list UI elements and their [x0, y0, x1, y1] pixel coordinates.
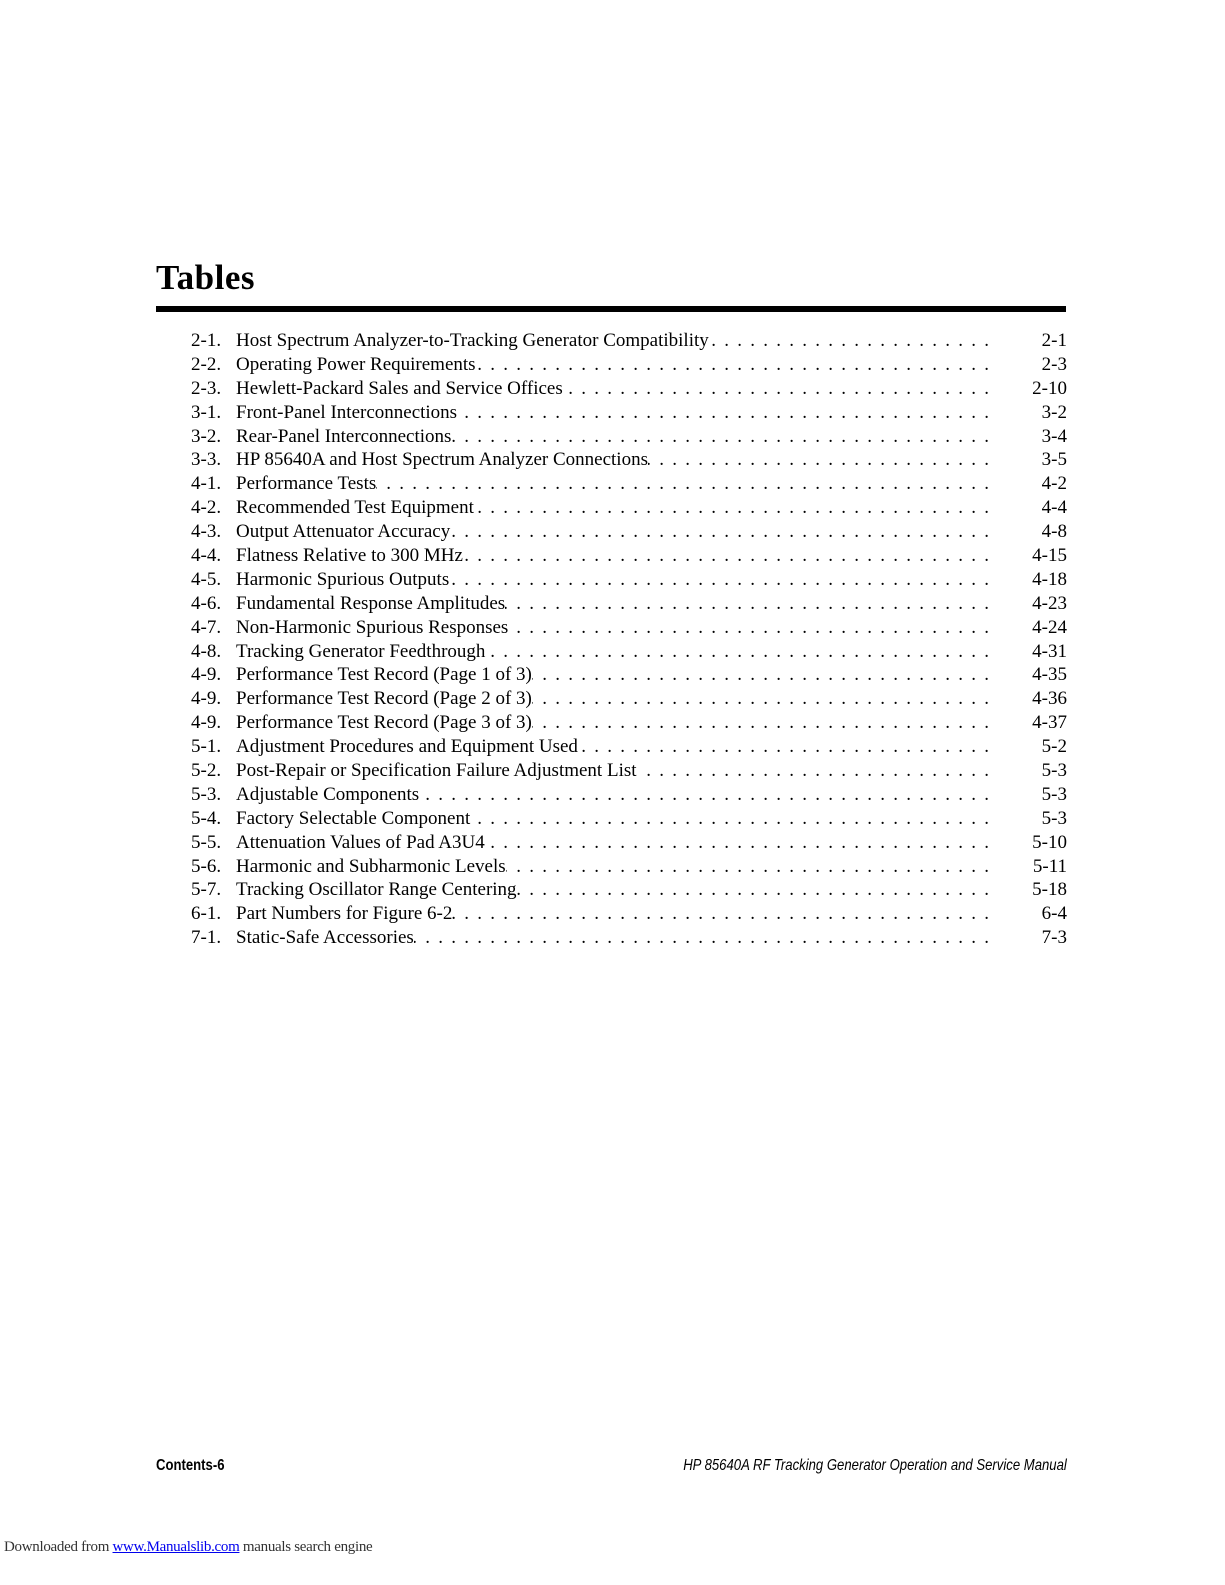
table-title: HP 85640A and Host Spectrum Analyzer Connections [236, 449, 648, 471]
dot-leader [648, 448, 989, 472]
table-number: 5-1. [191, 736, 222, 758]
table-title: Adjustment Procedures and Equipment Used [236, 736, 578, 758]
table-page-number: 4-35 [1032, 664, 1067, 686]
table-page-number: 4-4 [1041, 497, 1067, 519]
table-title: Fundamental Response Amplitudes [236, 592, 506, 614]
table-entry[interactable] [191, 855, 1067, 879]
table-entry[interactable] [191, 902, 1067, 926]
table-number: 4-7. [191, 616, 222, 638]
table-page-number: 7-3 [1041, 927, 1067, 949]
dot-leader [485, 831, 989, 855]
table-number: 3-3. [191, 449, 222, 471]
table-number: 5-5. [191, 831, 222, 853]
table-number: 2-1. [191, 330, 222, 351]
table-entry[interactable] [191, 377, 1067, 401]
table-title: Tracking Oscillator Range Centering [236, 879, 517, 901]
table-title: Operating Power Requirements [236, 353, 476, 375]
dot-leader [457, 401, 989, 425]
table-entry[interactable] [191, 616, 1067, 640]
table-page-number: 4-8 [1041, 521, 1067, 543]
table-entry[interactable] [191, 735, 1067, 759]
table-entry[interactable] [191, 544, 1067, 568]
table-page-number: 5-3 [1041, 760, 1067, 782]
table-title: Attenuation Values of Pad A3U4 [236, 831, 485, 853]
banner-suffix: manuals search engine [239, 1539, 373, 1555]
table-number: 5-6. [191, 855, 222, 877]
table-entry[interactable] [191, 783, 1067, 807]
dot-leader [419, 783, 989, 807]
dot-leader [451, 425, 989, 449]
table-number: 4-8. [191, 640, 222, 662]
table-number: 4-5. [191, 568, 222, 590]
table-entry[interactable] [191, 640, 1067, 664]
banner-prefix: Downloaded from [4, 1539, 113, 1555]
table-page-number: 4-15 [1032, 545, 1067, 567]
table-entry[interactable] [191, 687, 1067, 711]
table-entry[interactable] [191, 353, 1067, 377]
table-number: 7-1. [191, 927, 222, 949]
table-title: Post-Repair or Specification Failure Adjustment List [236, 760, 637, 782]
dot-leader [508, 616, 989, 640]
dot-leader [376, 472, 989, 496]
table-entry[interactable] [191, 329, 1067, 353]
dot-leader [563, 377, 989, 401]
dot-leader [532, 711, 989, 735]
page-title: Tables [156, 258, 255, 297]
table-page-number: 3-2 [1041, 401, 1067, 423]
table-number: 2-3. [191, 377, 222, 399]
table-title: Rear-Panel Interconnections [236, 425, 452, 447]
dot-leader [463, 544, 989, 568]
dot-leader [506, 855, 989, 879]
table-page-number: 5-3 [1041, 783, 1067, 805]
table-page-number: 2-3 [1041, 353, 1067, 375]
table-title: Recommended Test Equipment [236, 497, 474, 519]
table-title: Performance Test Record (Page 2 of 3) [236, 688, 532, 710]
dot-leader [578, 735, 989, 759]
table-entry[interactable] [191, 878, 1067, 902]
table-number: 4-4. [191, 545, 222, 567]
dot-leader [505, 592, 989, 616]
table-title: Performance Test Record (Page 3 of 3) [236, 712, 532, 734]
table-page-number: 5-3 [1041, 807, 1067, 829]
table-number: 4-9. [191, 688, 222, 710]
table-title: Harmonic Spurious Outputs [236, 568, 450, 590]
table-page-number: 5-10 [1032, 831, 1067, 853]
table-entry[interactable] [191, 520, 1067, 544]
table-number: 4-3. [191, 521, 222, 543]
table-page-number: 4-36 [1032, 688, 1067, 710]
dot-leader [709, 329, 989, 353]
dot-leader [532, 687, 989, 711]
table-entry[interactable] [191, 663, 1067, 687]
dot-leader [450, 520, 989, 544]
table-number: 5-7. [191, 879, 222, 901]
table-number: 2-2. [191, 353, 222, 375]
dot-leader [637, 759, 989, 783]
table-number: 3-1. [191, 401, 222, 423]
table-page-number: 4-2 [1041, 473, 1067, 495]
dot-leader [485, 640, 989, 664]
tables-list [191, 329, 1067, 950]
dot-leader [449, 568, 989, 592]
table-number: 5-4. [191, 807, 222, 829]
table-title: Front-Panel Interconnections [236, 401, 458, 423]
dot-leader [517, 878, 989, 902]
footer-manual-title: HP 85640A RF Tracking Generator Operation and Service Manual [683, 1457, 1067, 1474]
table-page-number: 5-18 [1032, 879, 1067, 901]
dot-leader [474, 496, 989, 520]
dot-leader [452, 902, 989, 926]
table-title: Harmonic and Subharmonic Levels [236, 855, 506, 877]
table-number: 4-6. [191, 592, 222, 614]
table-number: 4-2. [191, 497, 222, 519]
table-number: 4-9. [191, 712, 222, 734]
table-title: Output Attenuator Accuracy [236, 521, 451, 543]
table-title: Performance Tests [236, 473, 377, 495]
title-rule [156, 306, 1066, 312]
table-number: 4-1. [191, 473, 222, 495]
table-page-number: 3-4 [1041, 425, 1067, 447]
table-title: Adjustable Components [236, 783, 420, 805]
download-banner [4, 1539, 372, 1556]
table-number: 6-1. [191, 903, 222, 925]
table-number: 5-2. [191, 760, 222, 782]
dot-leader [532, 663, 989, 687]
dot-leader [476, 353, 989, 377]
table-title: Host Spectrum Analyzer-to-Tracking Generator Compatibility [236, 330, 709, 351]
table-number: 4-9. [191, 664, 222, 686]
table-page-number: 4-23 [1032, 592, 1067, 614]
table-title: Factory Selectable Component [236, 807, 471, 829]
table-page-number: 2-1 [1041, 330, 1067, 351]
table-page-number: 3-5 [1041, 449, 1067, 471]
table-number: 5-3. [191, 783, 222, 805]
table-title: Flatness Relative to 300 MHz [236, 545, 463, 567]
table-entry[interactable] [191, 472, 1067, 496]
table-title: Static-Safe Accessories [236, 927, 414, 949]
table-entry[interactable] [191, 592, 1067, 616]
table-title: Part Numbers for Figure 6-2 [236, 903, 453, 925]
table-entry[interactable] [191, 496, 1067, 520]
table-entry[interactable] [191, 568, 1067, 592]
table-entry[interactable] [191, 401, 1067, 425]
table-entry[interactable] [191, 831, 1067, 855]
dot-leader [414, 926, 989, 950]
footer-page-label: Contents-6 [156, 1457, 225, 1474]
table-entry[interactable] [191, 448, 1067, 472]
table-entry[interactable] [191, 926, 1067, 950]
table-page-number: 2-10 [1032, 377, 1067, 399]
table-entry[interactable] [191, 711, 1067, 735]
table-page-number: 5-2 [1041, 736, 1067, 758]
table-entry[interactable] [191, 759, 1067, 783]
manualslib-link[interactable]: www.Manualslib.com [112, 1539, 240, 1555]
table-title: Non-Harmonic Spurious Responses [236, 616, 509, 638]
table-page-number: 6-4 [1041, 903, 1067, 925]
table-title: Performance Test Record (Page 1 of 3) [236, 664, 532, 686]
table-page-number: 4-24 [1032, 616, 1067, 638]
table-page-number: 4-18 [1032, 568, 1067, 590]
table-title: Tracking Generator Feedthrough [236, 640, 486, 662]
table-page-number: 4-31 [1032, 640, 1067, 662]
table-page-number: 5-11 [1032, 855, 1067, 877]
table-entry[interactable] [191, 807, 1067, 831]
dot-leader [470, 807, 989, 831]
table-page-number: 4-37 [1032, 712, 1067, 734]
table-title: Hewlett-Packard Sales and Service Offices [236, 377, 563, 399]
table-entry[interactable] [191, 425, 1067, 449]
table-number: 3-2. [191, 425, 222, 447]
